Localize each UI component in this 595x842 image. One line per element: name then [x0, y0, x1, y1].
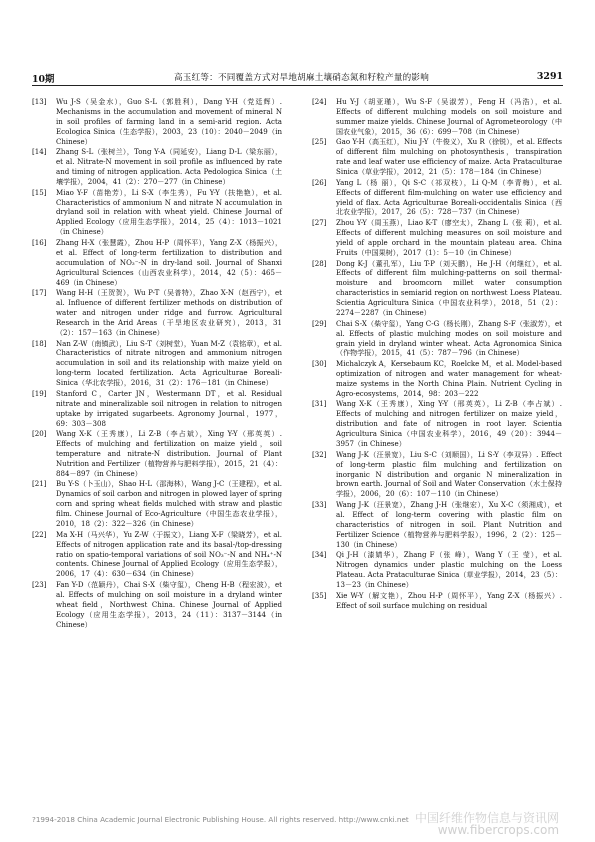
- reference-entry: [312, 550, 562, 590]
- reference-text: Nan Z-W（南镇武），Liu S-T（刘树堂），Yuan M-Z（袁铭章），et al. Characteristics of nitrate nitrogen and ammonium nitrogen accumulation in soil and its relationship with maize yield on long-term located fertilization. Acta Agriculturae Boreali-Sinica（华北农学报），2016，31（2）：176－181（in Chinese）: [56, 338, 282, 388]
- running-title: 高玉红等：不同覆盖方式对旱地胡麻土壤硝态氮和籽粒产量的影响: [174, 73, 430, 83]
- reference-text: Fan Y-D（范颖丹），Chai S-X（柴守玺），Cheng H-B（程宏波），et al. Effects of mulching on soil moisture in a dryland winter wheat field，Northwest China. Chinese Journal of Applied Ecology（应用生态学报），2013，24（11）：3137－3144（in Chinese）: [56, 580, 282, 629]
- reference-entry: [32, 97, 282, 147]
- reference-text: Bu Y-S（卜玉山），Shao H-L（邵海林），Wang J-C（王建程），et al. Dynamics of soil carbon and nitrogen in plowed layer of spring corn and spring wheat fields mulched with straw and plastic film. Chinese Journal of Eco-Agriculture（中国生态农业学报），2010，18（2）：322－326（in Chinese）: [56, 479, 282, 529]
- reference-text: Hu Y-J（胡亚瑾），Wu S-F（吴淑芳），Feng H（冯浩），et al. Effects of different mulching models on soil moisture and summer maize yields. Chinese Journal of Agrometeorology（中国农业气象），2015，36（6）：699－708（in Chinese）: [336, 97, 562, 136]
- reference-number: [23]: [32, 580, 47, 589]
- reference-text: Wang H-H（王贺贺），Wu P-T（吴普特），Zhao X-N（赵西宁），et al. Influence of different fertilizer methods on distribution of water and nitrogen under ridge and furrow. Agricultural Research in the Arid Areas（干旱地区农业研究），2013，31（2）：157－163（in Chinese）: [56, 288, 282, 337]
- watermark-line-1: 中国纤维作物信息与资讯网: [415, 811, 560, 825]
- reference-text: Stanford C，Carter JN，Westermann DT，et al. Residual nitrate and mineralizable soil nitrogen in relation to nitrogen uptake by irrigated sugarbeets. Agronomy Journal，1977，69：303－308: [56, 388, 282, 428]
- reference-entry: [32, 389, 282, 429]
- reference-number: [28]: [312, 258, 327, 268]
- reference-number: [16]: [32, 237, 47, 247]
- reference-text: Gao Y-H（高玉红），Niu J-Y（牛俊义），Xu R（徐锐），et al. Effects of different film mulching on photosynthesis，transpiration rate and leaf water use efficiency of maize. Acta Prataculturae Sinica（草业学报），2012，21（5）：178－184（in Chinese）: [336, 137, 562, 177]
- watermark-line-2: www.fibercrops.com: [437, 823, 560, 837]
- reference-number: [17]: [32, 288, 47, 298]
- reference-number: [19]: [32, 388, 47, 398]
- reference-text: Zhang S-L（张树兰），Tong Y-A（同延安），Liang D-L（梁东丽），et al. Nitrate-N movement in soil profile as influenced by rate and timing of nitrogen application. Acta Pedologica Sinica（土壤学报），2004，41（2）：270－277（in Chinese）: [56, 147, 282, 186]
- reference-text: Xie W-Y（解文艳），Zhou H-P（周怀平），Yang Z-X（杨振兴）. Effect of soil surface mulching on residual: [336, 590, 562, 610]
- reference-entry: [312, 359, 562, 399]
- reference-text: Yang L（杨 丽），Qi S-C（祁双枝），Li Q-M（李青梅），et al. Effects of different film-mulching on water use efficiency and yield of flax. Acta Agriculturae Boreali-occidentalis Sinica（西北农业学报），2017，26（5）：728－737（in Chinese）: [336, 177, 562, 217]
- reference-number: [21]: [32, 479, 47, 489]
- reference-entry: [312, 591, 562, 611]
- reference-text: Chai S-X（柴守玺），Yang C-G（杨长刚），Zhang S-F（张淑芳），et al. Effects of plastic mulching modes on soil moisture and grain yield in dryland winter wheat. Acta Agronomica Sinica（作物学报），2015，41（5）：787－796（in Chinese）: [336, 318, 562, 358]
- reference-entry: [312, 500, 562, 550]
- references-right-column: [312, 97, 562, 611]
- reference-number: [24]: [312, 97, 327, 106]
- reference-number: [25]: [312, 137, 327, 147]
- reference-entry: [312, 399, 562, 449]
- reference-entry: [32, 429, 282, 479]
- reference-entry: [312, 218, 562, 258]
- references-left-column: [32, 97, 282, 630]
- reference-text: Miao Y-F（苗艳芳），Li S-X（李生秀），Fu Y-Y（扶艳艳），et al. Characteristics of ammonium N and nitrate N accumulation in dryland soil in relation with wheat yield. Chinese Journal of Applied Ecology（应用生态学报），2014，25（4）：1013－1021（in Chinese）: [56, 187, 282, 237]
- reference-text: Qi J-H（漆婧华），Zhang F（张 峰），Wang Y（王 莹），et al. Nitrogen dynamics under plastic mulching on the Loess Plateau. Acta Prataculturae Sinica（草业学报），2014，23（5）：13－23（in Chinese）: [336, 550, 562, 589]
- reference-number: [30]: [312, 359, 327, 369]
- reference-number: [31]: [312, 399, 327, 409]
- reference-number: [29]: [312, 318, 327, 328]
- reference-text: Wu J-S（吴金水），Guo S-L（郭胜利），Dang Y-H（党廷辉）. Mechanisms in the accumulation and movement of mineral N in soil profiles of farming land in a semi-arid region. Acta Ecologica Sinica（生态学报），2003，23（10）：2040－2049（in Chinese）: [56, 97, 282, 146]
- reference-text: Wang J-K（汪景宽），Liu S-C（刘顺国），Li S-Y（李双异）. Effect of long-term plastic film mulching and fertilization on inorganic N distribution and organic N mineralization in brown earth. Journal of Soil and Water Conservation（水土保持学报），2006，20（6）：107－110（in Chinese）: [336, 449, 562, 499]
- reference-number: [20]: [32, 429, 47, 439]
- reference-text: Dong K-J（董孔军），Liu T-P（刘天鹏），He J-H（何继红），et al. Effects of different film mulching-patterns on soil thermal-moisture and broomcorn millet water consumption characteristics in semiarid region on northwest Loess Plateau. Scientia Agricultura Sinica（中国农业科学），2018，51（2）：2274－2287（in Chinese）: [336, 258, 562, 318]
- reference-number: [35]: [312, 590, 327, 600]
- reference-number: [22]: [32, 529, 47, 539]
- page-number: 3291: [536, 71, 563, 82]
- copyright-footer: ?1994-2018 China Academic Journal Electronic Publishing House. All rights reserved. http://www.cnki.net: [32, 815, 409, 824]
- reference-entry: [32, 238, 282, 288]
- reference-number: [18]: [32, 338, 47, 348]
- reference-entry: [32, 147, 282, 187]
- reference-entry: [312, 137, 562, 177]
- reference-entry: [32, 188, 282, 238]
- reference-number: [15]: [32, 187, 47, 197]
- reference-entry: [312, 178, 562, 218]
- reference-text: Wang X-K（王秀康），Xing Y-Y（邢英英），Li Z-B（李占斌）. Effects of mulching and nitrogen fertilizer on maize yield，distribution and fate of nitrogen in root layer. Scientia Agricultura Sinica（中国农业科学），2016，49（20）：3944－3957（in Chinese）: [336, 399, 562, 449]
- reference-number: [14]: [32, 147, 47, 157]
- reference-entry: [32, 580, 282, 630]
- reference-number: [33]: [312, 500, 327, 509]
- reference-entry: [32, 339, 282, 389]
- reference-number: [34]: [312, 550, 327, 560]
- reference-entry: [32, 288, 282, 338]
- watermark: [415, 812, 559, 836]
- reference-number: [26]: [312, 177, 327, 187]
- reference-entry: [312, 259, 562, 318]
- reference-entry: [312, 97, 562, 137]
- reference-text: Wang J-K（汪景宽），Zhang J-H（张继宏），Xu X-C（须湘成），et al. Effect of long-term covering with plastic film on characteristics of nitrogen in soil. Plant Nutrition and Fertilizer Science（植物营养与肥料学报），1996，2（2）：125－130（in Chinese）: [336, 500, 562, 549]
- reference-text: Ma X-H（马兴华），Yu Z-W（于振文），Liang X-F（梁晓芳），et al. Effects of nitrogen application rate and its basal-/top-dressing ratio on spatio-temporal variations of soil NO₃⁻-N and NH₄⁺-N contents. Chinese Journal of Applied Ecology（应用生态学报），2006，17（4）：630－634（in Chinese）: [56, 529, 282, 579]
- reference-entry: [32, 530, 282, 580]
- reference-number: [13]: [32, 97, 47, 106]
- reference-entry: [312, 450, 562, 500]
- reference-number: [27]: [312, 218, 327, 228]
- reference-text: Michalczyk A，Kersebaum KC，Roelcke M，et al. Model-based optimization of nitrogen and water management for wheat-maize systems in the North China Plain. Nutrient Cycling in Agro-ecosystems，2014，98：203－222: [336, 359, 562, 398]
- reference-entry: [312, 319, 562, 359]
- reference-entry: [32, 479, 282, 529]
- running-header: [32, 71, 563, 86]
- reference-text: Zhou Y-Y（周玉燕），Liao K-T（廖空太），Zhang L（张 莉），et al. Effects of different mulching measures on soil moisture and yield of apple orchard in the mountain plateau area. China Fruits（中国果树），2017（1）：5－10（in Chinese）: [336, 218, 562, 257]
- reference-number: [32]: [312, 449, 327, 459]
- issue-number: 10期: [32, 74, 55, 85]
- reference-text: Wang X-K（王秀康），Li Z-B（李占斌），Xing Y-Y（邢英英）. Effects of mulching and fertilization on maize yield，soil temperature and nitrate-N distribution. Journal of Plant Nutrition and Fertilizer（植物营养与肥料学报），2015，21（4）：884－897（in Chinese）: [56, 429, 282, 478]
- reference-text: Zhang H-X（张慧霞），Zhou H-P（周怀平），Yang Z-X（杨振兴），et al. Effect of long-term fertilization to distribution and accumulation of NO₃⁻-N in dry-land soil. Journal of Shanxi Agricultural Sciences（山西农业科学），2014，42（5）：465－469（in Chinese）: [56, 237, 282, 287]
